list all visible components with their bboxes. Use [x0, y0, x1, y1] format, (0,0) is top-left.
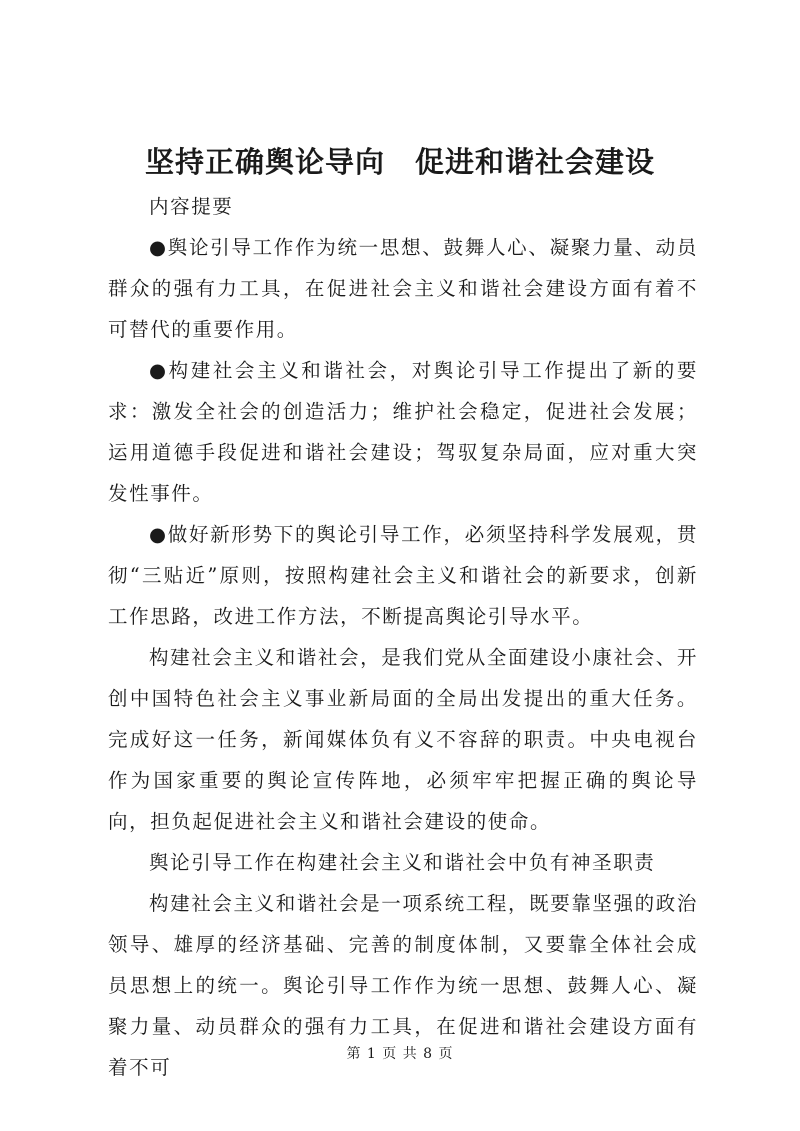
summary-heading: 内容提要: [149, 195, 234, 218]
summary-point-3: ●做好新形势下的舆论引导工作，必须坚持科学发展观，贯彻“三贴近”原则，按照构建社会主义和谐社会的新要求，创新工作思路，改进工作方法，不断提高舆论引导水平。: [108, 523, 698, 628]
body-paragraph: 构建社会主义和谐社会，是我们党从全面建设小康社会、开创中国特色社会主义事业新局面的全局出发提出的重大任务。完成好这一任务，新闻媒体负有义不容辞的职责。中央电视台作为国家重要的舆论宣传阵地，必须牢牢把握正确的舆论导向，担负起促进社会主义和谐社会建设的使命。: [108, 646, 698, 833]
document-title: 坚持正确舆论导向 促进和谐社会建设: [144, 145, 655, 179]
body-paragraph: 构建社会主义和谐社会是一项系统工程，既要靠坚强的政治领导、雄厚的经济基础、完善的制度体制，又要靠全体社会成员思想上的统一。舆论引导工作作为统一思想、鼓舞人心、凝聚力量、动员群众的强有力工具，在促进和谐社会建设方面有着不可: [108, 892, 698, 1079]
summary-point-1: ●舆论引导工作作为统一思想、鼓舞人心、凝聚力量、动员群众的强有力工具，在促进社会主义和谐社会建设方面有着不可替代的重要作用。: [108, 236, 698, 341]
document-body: [108, 186, 698, 1088]
page-footer: 第 1 页 共 8 页: [346, 1046, 454, 1062]
section-heading: 舆论引导工作在构建社会主义和谐社会中负有神圣职责: [149, 851, 656, 874]
summary-point-2: ●构建社会主义和谐社会，对舆论引导工作提出了新的要求：激发全社会的创造活力；维护社会稳定，促进社会发展；运用道德手段促进和谐社会建设；驾驭复杂局面，应对重大突发性事件。: [108, 359, 698, 505]
